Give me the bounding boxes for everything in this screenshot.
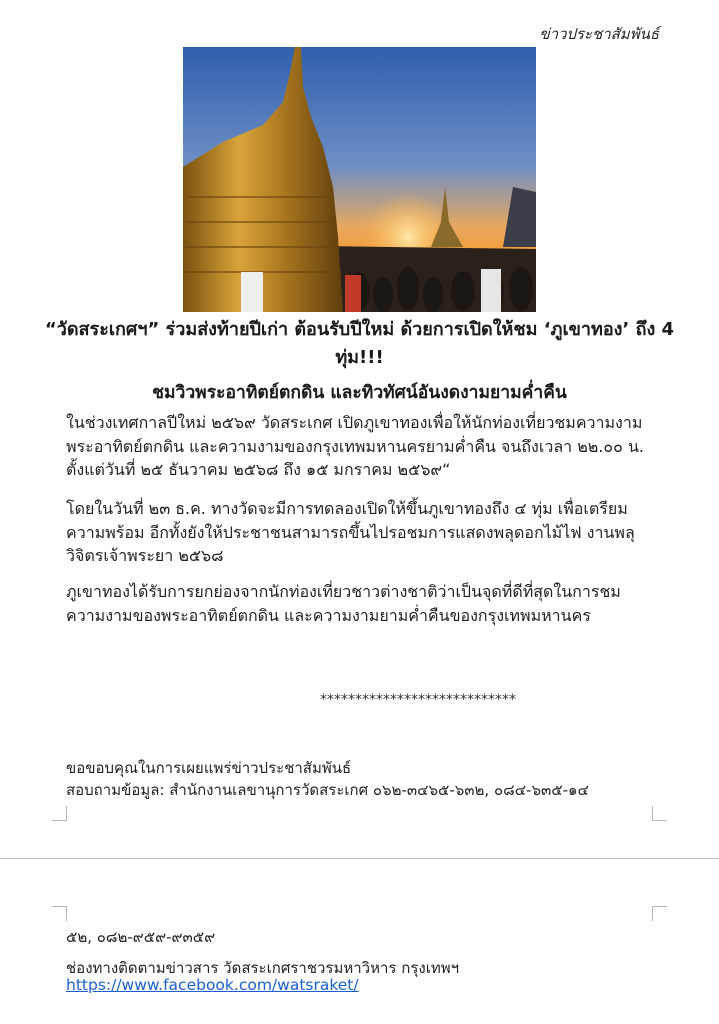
separator: ****************************: [320, 692, 516, 708]
page-corner-mark: [652, 806, 667, 821]
headline: “วัดสระเกศฯ” ร่วมส่งท้ายปีเก่า ต้อนรับปีใหม่ ด้วยการเปิดให้ชม ‘ภูเขาทอง’ ถึง 4 ทุ่ม!!!: [44, 319, 675, 368]
press-release-label: ข่าวประชาสัมพันธ์: [539, 25, 659, 43]
contact-continued: ๕๒, ๐๘๒-๙๕๙-๙๓๕๙: [66, 928, 216, 946]
page-corner-mark: [652, 906, 667, 921]
contact-line: สอบถามข้อมูล: สำนักงานเลขานุการวัดสระเกศ ๐๖๒-๓๔๖๕-๖๓๒, ๐๘๔-๖๓๕-๑๔: [66, 781, 589, 799]
channel-line: ช่องทางติดตามข่าวสาร วัดสระเกศราชวรมหาวิหาร กรุงเทพฯ: [66, 959, 460, 977]
golden-mount-photo: [183, 47, 536, 312]
thanks-line: ขอขอบคุณในการเผยแพร่ข่าวประชาสัมพันธ์: [66, 759, 352, 777]
paragraph-2: โดยในวันที่ ๒๓ ธ.ค. ทางวัดจะมีการทดลองเปิดให้ขึ้นภูเขาทองถึง ๔ ทุ่ม เพื่อเตรียมความพร้อม อีกทั้งยังให้ประชาชนสามารถขึ้นไปรอชมการแสดงพลุดอกไม้ไฟ งานพลุวิจิตรเจ้าพระยา ๒๕๖๘: [66, 499, 635, 565]
facebook-link[interactable]: https://www.facebook.com/watsraket/: [66, 976, 359, 994]
page-break: [0, 858, 719, 859]
page-corner-mark: [52, 906, 67, 921]
paragraph-1: ในช่วงเทศกาลปีใหม่ ๒๕๖๙ วัดสระเกศ เปิดภูเขาทองเพื่อให้นักท่องเที่ยวชมความงามพระอาทิตย์ตกดิน และความงามของกรุงเทพมหานครยามค่ำคืน จนถึงเวลา ๒๒.๐๐ น. ตั้งแต่วันที่ ๒๕ ธันวาคม ๒๕๖๘ ถึง ๑๕ มกราคม ๒๕๖๙“: [66, 413, 645, 479]
page-corner-mark: [52, 806, 67, 821]
subheadline: ชมวิวพระอาทิตย์ตกดิน และทิวทัศน์อันงดงามยามค่ำคืน: [152, 383, 567, 403]
paragraph-3: ภูเขาทองได้รับการยกย่องจากนักท่องเที่ยวชาวต่างชาติว่าเป็นจุดที่ดีที่สุดในการชมความงามของพระอาทิตย์ตกดิน และความงามยามค่ำคืนของกรุงเทพมหานคร: [66, 582, 621, 625]
